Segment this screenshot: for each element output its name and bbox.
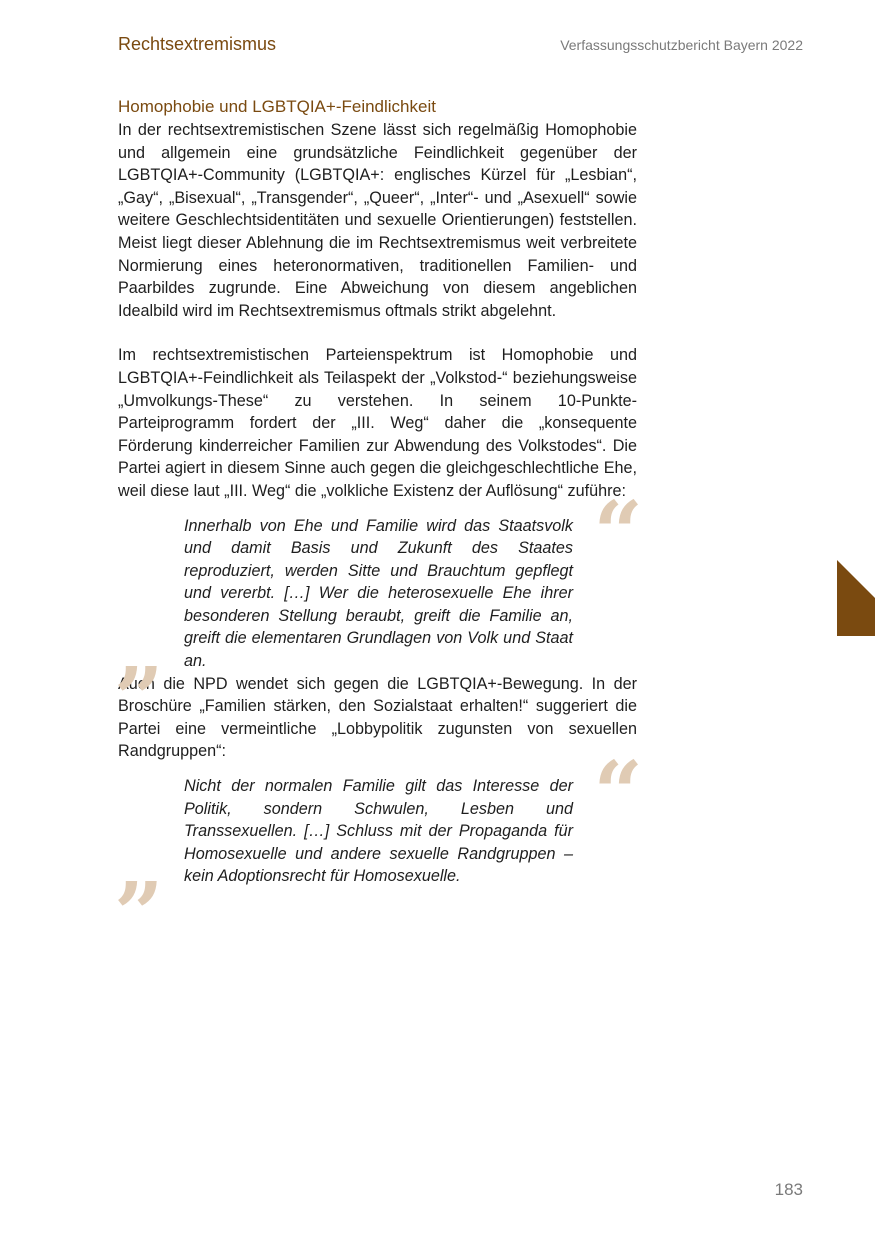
chapter-header: Rechtsextremismus bbox=[118, 34, 277, 54]
main-content bbox=[114, 96, 643, 965]
chapter-tab-marker-icon bbox=[837, 560, 875, 636]
paragraph-1: In der rechtsextremistischen Szene lässt sich regelmäßig Homophobie und allgemein eine grundsätzliche Feindlichkeit gegenüber der LGBTQIA+-Community (LGBTQIA+: englisches Kürzel für „Lesbian“, „Gay“, „Bisexual“, „Transgender“, „Queer“, „Inter“- und „Asexuell“ sowie weitere Geschlechtsidentitäten und sexuelle Orientierungen) feststellen. Meist liegt dieser Ablehnung die im Rechtsextremismus weit verbreitete Normierung eines heteronormativen, traditionellen Familien- und Paarbildes zugrunde. Eine Abweichung von diesem angeblichen Idealbild wird im Rechtsextremismus oftmals strikt abgelehnt. bbox=[118, 121, 637, 320]
section-title: Homophobie und LGBTQIA+-Feindlichkeit bbox=[118, 97, 436, 116]
paragraph-2: Im rechtsextremistischen Parteienspektrum ist Homophobie und LGBTQIA+-Feindlichkeit als Teilaspekt der „Volkstod-“ beziehungsweise „Umvolkungs-These“ zu verstehen. In seinem 10-Punkte-Parteiprogramm fordert der „III. Weg“ daher die „konsequente Förderung kinderreicher Familien zur Abwendung des Volkstodes“. Die Partei agiert in diesem Sinne auch gegen die gleichgeschlechtliche Ehe, weil diese laut „III. Weg“ die „volkliche Existenz der Auflösung“ zuführe: bbox=[118, 346, 637, 500]
paragraph-3: Auch die NPD wendet sich gegen die LGBTQIA+-Bewegung. In der Broschüre „Familien stärken, den Sozialstaat erhalten!“ suggeriert die Partei eine vermeintliche „Lobbypolitik zugunsten von sexuellen Randgruppen“: bbox=[118, 674, 637, 761]
publication-header: Verfassungsschutzbericht Bayern 2022 bbox=[560, 37, 803, 53]
quote-2-text: Nicht der normalen Familie gilt das Interesse der Politik, sondern Schwulen, Lesben und Transsexuellen. […] Schluss mit der Propaganda für Homosexuelle und andere sexuelle Randgruppen – kein Adoptionsrecht für Homosexuelle. bbox=[184, 777, 573, 886]
quote-block-2 bbox=[114, 743, 643, 965]
chapter-tab-shape bbox=[837, 560, 875, 636]
page-number: 183 bbox=[774, 1180, 803, 1199]
close-quote-icon: ” bbox=[114, 864, 164, 965]
open-quote-icon: “ bbox=[593, 482, 643, 584]
quote-1-text: Innerhalb von Ehe und Familie wird das Staatsvolk und damit Basis und Zukunft des Staates reproduziert, werden Sitte und Brauchtum gepflegt und vererbt. […] Wer die heterosexuelle Ehe ihrer besonderen Stellung beraubt, greift die Familie an, greift die elementaren Grundlagen von Volk und Staat an. bbox=[184, 516, 573, 671]
close-quote-icon: ” bbox=[114, 648, 164, 750]
open-quote-icon: “ bbox=[593, 743, 643, 845]
